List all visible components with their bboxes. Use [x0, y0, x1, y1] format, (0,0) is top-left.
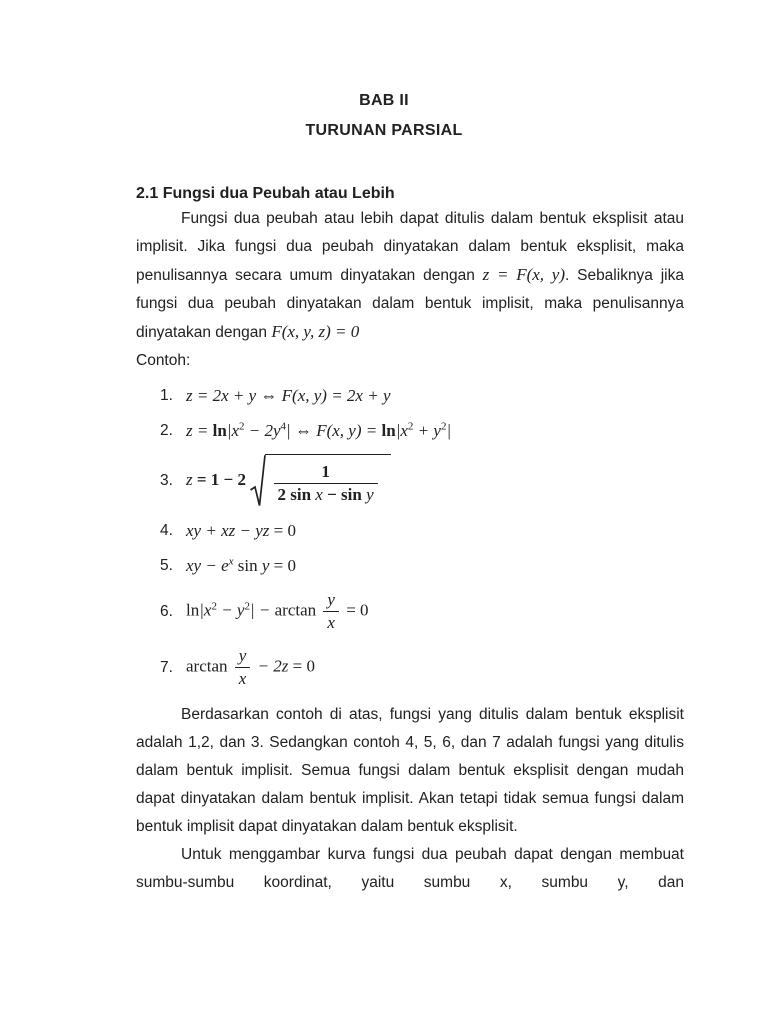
superscript: 2 [211, 600, 217, 613]
example-formula [186, 421, 684, 441]
example-number: 1. [160, 387, 173, 404]
fraction [235, 645, 251, 690]
example-item-3 [160, 454, 684, 508]
superscript: 2 [407, 420, 414, 433]
math-segment: ⇔ [256, 386, 282, 405]
numerator [323, 589, 339, 611]
example-number: 6. [160, 602, 173, 620]
superscript: 2 [440, 420, 447, 433]
math-segment: |x [199, 600, 212, 620]
math-segment: ln [212, 421, 227, 440]
math-segment: | − [249, 600, 275, 620]
math-segment: − 2z [253, 656, 289, 676]
section-heading: 2.1 Fungsi dua Peubah atau Lebih [136, 185, 395, 202]
radicand [265, 454, 391, 508]
paragraph-intro [136, 205, 684, 347]
example-number: 3. [160, 472, 173, 489]
example-number: 7. [160, 658, 173, 676]
superscript: 2 [239, 420, 245, 433]
example-item-6 [160, 589, 684, 634]
math-segment: xy − e [186, 556, 229, 575]
math-segment: F(x, y) = 2x + y [281, 386, 391, 405]
math-segment: x [238, 669, 247, 688]
paragraph-closing: Untuk menggambar kurva fungsi dua peubah dapat dengan membuat sumbu-sumbu koordinat, yaitu sumbu x, sumbu y, dan [136, 846, 684, 891]
denominator [235, 667, 251, 690]
math-segment: y [327, 590, 335, 609]
contoh-label: Contoh: [136, 352, 191, 369]
math-segment: arctan [274, 600, 321, 620]
math-segment: = 0 [341, 600, 369, 620]
text-segment: Fungsi dua peubah atau lebih dapat ditulis dalam bentuk eksplisit atau implisit. Jika fungsi dua peubah dinyatakan dalam bentuk eksplisit, maka penulisannya secara umum dinyatakan dengan [136, 210, 684, 284]
fraction [274, 461, 378, 506]
paragraph-discussion: Berdasarkan contoh di atas, fungsi yang ditulis dalam bentuk eksplisit adalah 1,2, dan 3. Sedangkan contoh 4, 5, 6, dan 7 adalah fungsi yang ditulis dalam bentuk implisit. Semua fungsi dalam bentuk eksplisit dengan mudah dapat dinyatakan dalam bentuk implisit. Akan tetapi tidak semua fungsi dalam bentuk implisit dapat dinyatakan dalam bentuk eksplisit. [136, 706, 684, 835]
math-segment: F(x, y, z) = 0 [271, 322, 360, 341]
example-item-1 [160, 384, 684, 408]
numerator [235, 645, 251, 667]
page-content [136, 183, 684, 897]
math-segment: y [366, 484, 374, 504]
math-segment: z = F(x, y) [482, 265, 565, 284]
math-segment: F(x, y) = [316, 421, 382, 440]
denominator [274, 483, 378, 506]
math-segment: − 2y [244, 421, 281, 440]
example-formula [186, 589, 684, 634]
denominator [323, 611, 339, 634]
chapter-subtitle: TURUNAN PARSIAL [305, 122, 463, 139]
math-segment: ln [186, 600, 200, 620]
superscript: 4 [280, 420, 287, 433]
math-segment: x [315, 484, 323, 504]
chapter-title: BAB II [359, 92, 409, 109]
math-segment: sin [233, 556, 262, 575]
math-segment: 1 [321, 461, 330, 481]
math-segment: = 0 [288, 656, 316, 676]
math-segment: arctan [186, 656, 232, 676]
math-segment: xy + xz − yz [186, 521, 270, 540]
math-segment: ⇔ [290, 421, 317, 440]
example-number: 2. [160, 422, 173, 439]
math-segment: z = [186, 421, 213, 440]
example-item-2 [160, 419, 684, 443]
superscript: x [228, 555, 234, 568]
text-segment: . Sebaliknya jika fungsi dua peubah dinyatakan dalam bentuk implisit, maka penulisannya dinyatakan dengan [136, 267, 684, 341]
math-segment: z [186, 470, 197, 490]
math-segment: x [327, 613, 335, 632]
math-segment: 2 sin [277, 484, 316, 504]
example-formula [186, 454, 684, 508]
math-segment: |x [395, 421, 408, 440]
math-segment: y [238, 646, 247, 665]
fraction [323, 589, 339, 634]
math-segment: |x [226, 421, 239, 440]
example-item-5 [160, 554, 684, 578]
math-segment: z = 2x + y [186, 386, 257, 405]
radical-sign-icon [249, 454, 266, 508]
math-segment: − sin [322, 484, 367, 504]
math-segment: | [446, 421, 452, 440]
example-formula [186, 521, 684, 541]
chapter-title-block [0, 0, 768, 146]
math-segment: y [261, 556, 270, 575]
numerator [274, 461, 378, 483]
math-segment: | [286, 421, 291, 440]
example-item-7 [160, 645, 684, 690]
example-formula [186, 386, 684, 406]
math-segment: ln [381, 421, 396, 440]
example-number: 5. [160, 557, 173, 574]
superscript: 2 [244, 600, 250, 613]
examples-list [136, 384, 684, 690]
math-segment: + y [413, 421, 441, 440]
example-formula [186, 645, 684, 690]
square-root [249, 454, 391, 508]
math-segment: = 0 [269, 521, 296, 540]
math-segment: − y [216, 600, 245, 620]
math-segment: = 0 [269, 556, 296, 575]
example-formula [186, 556, 684, 576]
example-item-4 [160, 519, 684, 543]
math-segment: = 1 − 2 [196, 470, 246, 490]
example-number: 4. [160, 522, 173, 539]
